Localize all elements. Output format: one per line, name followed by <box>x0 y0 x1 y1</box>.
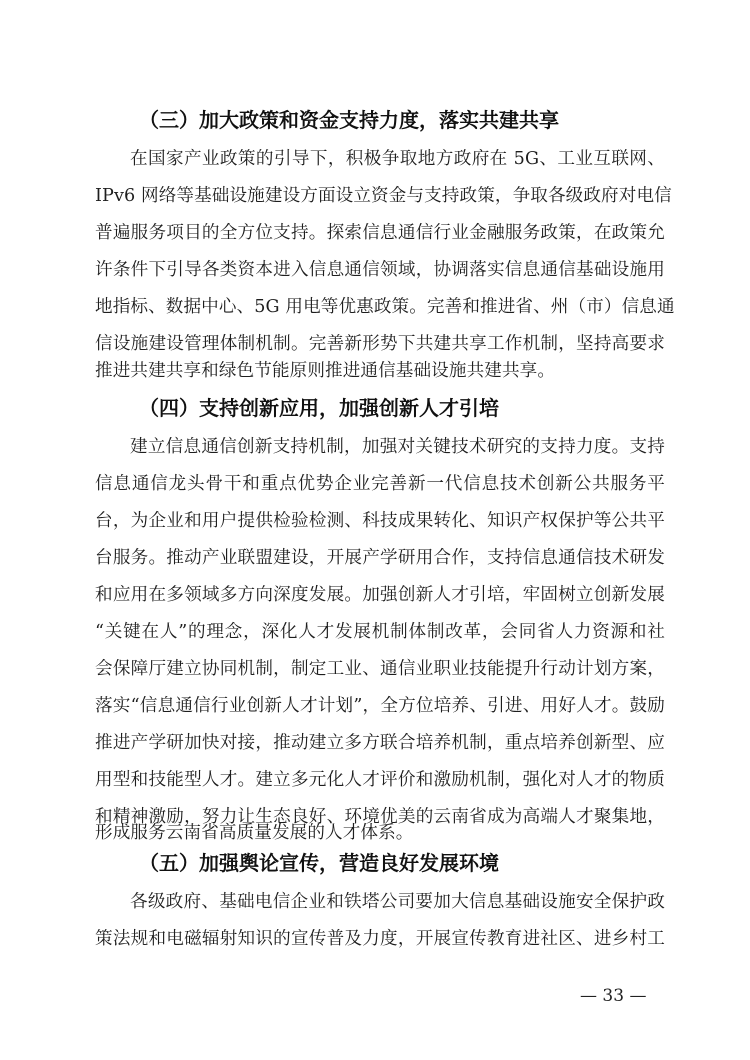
paragraph-line: 形成服务云南省高质量发展的人才体系。 <box>95 823 414 843</box>
paragraph-line: 信设施建设管理体制机制。完善新形势下共建共享工作机制，坚持高要求 <box>95 334 665 354</box>
paragraph-line: 和精神激励，努力让生态良好、环境优美的云南省成为高端人才聚集地， <box>95 807 665 827</box>
section-heading-3: （三）加大政策和资金支持力度，落实共建共享 <box>139 108 559 132</box>
paragraph-line: 各级政府、基础电信企业和铁塔公司要加大信息基础设施安全保护政 <box>130 892 665 912</box>
paragraph-line: 台，为企业和用户提供检验检测、科技成果转化、知识产权保护等公共平 <box>95 511 665 531</box>
paragraph-line: “关键在人”的理念，深化人才发展机制体制改革，会同省人力资源和社 <box>95 622 665 642</box>
section-heading-5: （五）加强舆论宣传，营造良好发展环境 <box>139 851 499 875</box>
paragraph-line: 普遍服务项目的全方位支持。探索信息通信行业金融服务政策，在政策允 <box>95 223 665 243</box>
paragraph-line: 台服务。推动产业联盟建设，开展产学研用合作，支持信息通信技术研发 <box>95 548 665 568</box>
paragraph-line: 建立信息通信创新支持机制，加强对关键技术研究的支持力度。支持 <box>130 437 665 457</box>
paragraph-line: 会保障厅建立协同机制，制定工业、通信业职业技能提升行动计划方案， <box>95 659 665 679</box>
paragraph-line: 在国家产业政策的引导下，积极争取地方政府在 5G、工业互联网、 <box>130 149 665 169</box>
paragraph-line: 用型和技能型人才。建立多元化人才评价和激励机制，强化对人才的物质 <box>95 770 665 790</box>
page-number: — 33 — <box>580 986 647 1006</box>
paragraph-line: 策法规和电磁辐射知识的宣传普及力度，开展宣传教育进社区、进乡村工 <box>95 929 665 949</box>
section-heading-4: （四）支持创新应用，加强创新人才引培 <box>139 396 499 420</box>
paragraph-line: 许条件下引导各类资本进入信息通信领域，协调落实信息通信基础设施用 <box>95 260 665 280</box>
paragraph-line: 地指标、数据中心、5G 用电等优惠政策。完善和推进省、州（市）信息通 <box>95 297 675 317</box>
paragraph-line: 落实“信息通信行业创新人才计划”，全方位培养、引进、用好人才。鼓励 <box>95 696 665 716</box>
paragraph-line: 推进共建共享和绿色节能原则推进通信基础设施共建共享。 <box>95 361 556 381</box>
paragraph-line: 信息通信龙头骨干和重点优势企业完善新一代信息技术创新公共服务平 <box>95 474 665 494</box>
paragraph-line: IPv6 网络等基础设施建设方面设立资金与支持政策，争取各级政府对电信 <box>95 186 672 206</box>
paragraph-line: 推进产学研加快对接，推动建立多方联合培养机制，重点培养创新型、应 <box>95 733 665 753</box>
paragraph-line: 和应用在多领域多方向深度发展。加强创新人才引培，牢固树立创新发展 <box>95 585 665 605</box>
